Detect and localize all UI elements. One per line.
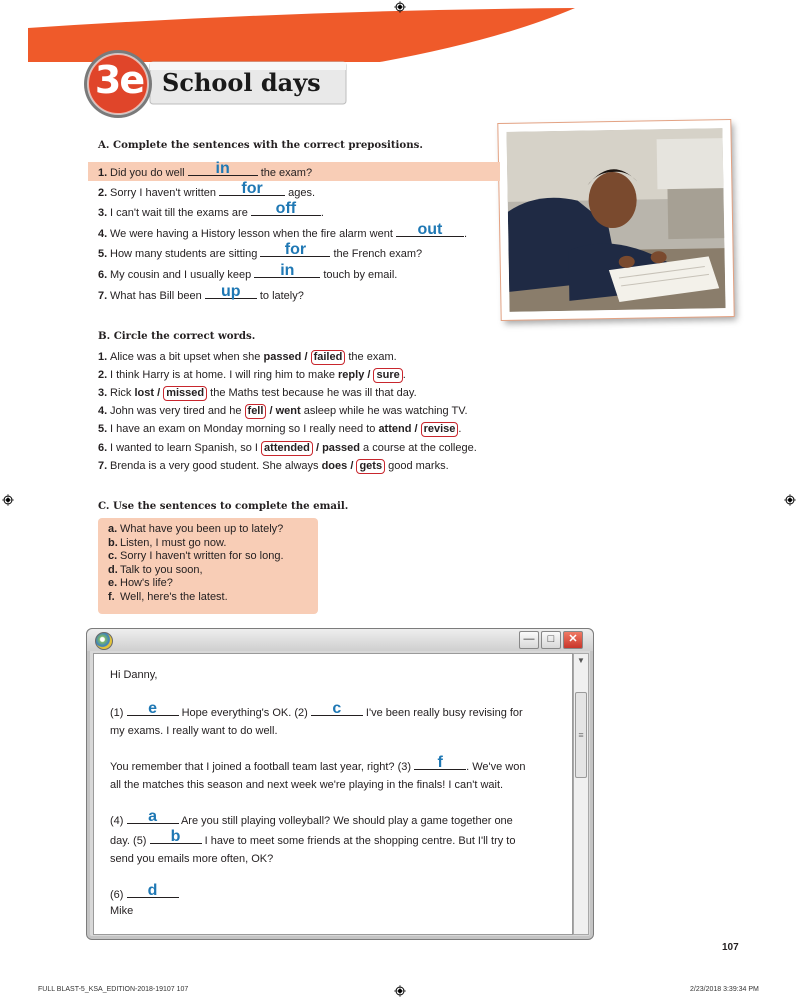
item-text: asleep while he was watching TV. [300,405,468,417]
page-title: School days [162,68,321,97]
gap-2[interactable] [311,700,363,717]
item-text: Alice was a bit upset when she [110,351,264,363]
email-body [93,653,573,935]
section-a-item [98,221,467,241]
sentence-option [108,591,228,603]
option-2[interactable]: sure [373,368,402,383]
email-text: I have to meet some friends at the shopping centre. But I'll try to [204,835,516,847]
answer-blank[interactable] [396,221,464,238]
slash: / [301,351,311,363]
item-number: 6. [98,269,108,281]
option-2[interactable]: failed [311,350,346,365]
email-line [110,808,513,828]
answer-blank[interactable] [205,283,257,300]
option-1[interactable]: attend [378,423,412,435]
item-number: 4. [98,228,108,240]
email-line [110,882,179,902]
sentence-option [108,564,203,576]
item-text: Sorry I haven't written [110,187,220,199]
item-text: I have an exam on Monday morning so I really need to [110,423,379,435]
unit-number: 3e [94,58,144,102]
option-letter: c. [108,550,118,563]
footer-left: FULL BLAST-5_KSA_EDITION-2018-19107 107 [38,986,189,993]
option-1[interactable]: fell [245,404,267,419]
answer-text: up [221,283,241,300]
answer-4: a [148,808,157,825]
gap-3[interactable] [414,754,466,771]
section-a-item [98,180,316,200]
item-text: a course at the college. [359,442,477,454]
answer-6: d [147,882,158,899]
email-line [110,828,516,848]
email-line: send you emails more often, OK? [110,853,274,865]
item-number: 2. [98,187,108,199]
answer-blank[interactable] [188,160,258,177]
option-text: Well, here's the latest. [120,591,228,603]
item-text: What has Bill been [110,290,205,302]
window-titlebar [87,629,593,651]
item-number: 1. [98,351,108,363]
option-text: Talk to you soon, [120,563,203,576]
answer-3: f [437,754,443,771]
option-text: What have you been up to lately? [120,523,284,535]
item-text: I can't wait till the exams are [110,207,251,219]
option-text: How's life? [120,577,173,590]
item-number: 1. [98,167,108,179]
answer-2: c [332,700,342,717]
section-c-title: C. Use the sentences to complete the email. [98,500,349,512]
section-a-item [98,283,304,303]
option-letter: d. [108,563,118,576]
footer-right: 2/23/2018 3:39:34 PM [690,986,759,993]
item-number: 5. [98,423,108,435]
item-number: 2. [98,369,108,381]
item-text: My cousin and I usually keep [110,269,255,281]
item-text: . [463,228,467,240]
answer-1: e [148,700,157,717]
answer-text: in [215,160,230,177]
scroll-up-icon[interactable]: ▼ [577,656,585,665]
email-line [110,754,526,774]
email-text: You remember that I joined a football team last year, right? (3) [110,761,412,773]
registration-mark-icon [2,494,14,506]
option-1[interactable]: passed [263,351,302,363]
option-letter: b. [108,536,118,549]
item-number: 4. [98,405,108,417]
email-window [86,628,594,940]
item-text: Brenda is a very good student. She always [110,460,322,472]
item-text: How many students are sitting [110,248,261,260]
section-a-item [98,262,398,282]
registration-mark-icon [394,985,406,997]
option-text: Listen, I must go now. [120,536,227,549]
minimize-icon[interactable]: — [519,631,539,649]
sentence-option [108,523,283,535]
answer-blank[interactable] [254,262,320,279]
student-photo [498,120,733,320]
sentence-option [108,537,226,549]
answer-blank[interactable] [260,241,330,258]
gap-5[interactable] [150,828,202,845]
slash: / [364,369,374,381]
item-text: to lately? [256,290,304,302]
option-2[interactable]: gets [356,459,385,474]
answer-text: off [275,200,297,217]
sentence-option [108,577,173,589]
item-text: ages. [285,187,316,199]
item-text: John was very tired and he [110,405,245,417]
slash: / [154,387,164,399]
item-number: 5. [98,248,108,260]
maximize-icon[interactable]: □ [541,631,561,649]
option-letter: f. [108,591,115,603]
registration-mark-icon [784,494,796,506]
option-letter: e. [108,577,118,590]
option-1[interactable]: does [321,460,348,472]
item-text: I think Harry is at home. I will ring him to make [110,369,339,381]
registration-mark-icon [394,1,406,13]
gap-1[interactable] [127,700,179,717]
answer-text: out [417,221,443,238]
section-b-item [98,459,449,474]
item-text: I wanted to learn Spanish, so I [110,442,262,454]
item-number: 6. [98,442,108,454]
item-number: 7. [98,290,108,302]
option-1[interactable]: reply [338,369,365,381]
close-icon[interactable]: ✕ [563,631,583,649]
item-text: . [458,423,462,435]
email-text: day. (5) [110,835,147,847]
item-text: the exam? [257,167,313,179]
item-text: Rick [110,387,135,399]
email-text: Are you still playing volleyball? We should play a game together one [180,815,513,827]
item-number: 3. [98,207,108,219]
option-1[interactable]: attended [261,441,313,456]
section-b-item [98,386,417,401]
item-text: touch by email. [320,269,398,281]
section-b-item [98,350,397,365]
item-text: good marks. [385,460,449,472]
item-text: the French exam? [330,248,423,260]
answer-text: for [284,241,307,258]
item-text: We were having a History lesson when the fire alarm went [110,228,396,240]
sentence-options-box [98,518,318,614]
sentence-option [108,550,284,562]
email-text: . We've won [466,761,526,773]
answer-5: b [170,828,181,845]
app-logo-icon [95,632,113,650]
option-text: Sorry I haven't written for so long. [120,550,284,563]
option-2[interactable]: revise [421,422,459,437]
email-line: all the matches this season and next week we're playing in the finals! I can't wait. [110,779,504,791]
scrollbar[interactable] [573,653,589,935]
item-text: . [320,207,324,219]
email-greeting: Hi Danny, [110,669,158,681]
gap-4[interactable] [127,808,179,825]
scroll-thumb[interactable]: ≡ [575,692,587,778]
slash: / [411,423,421,435]
answer-blank[interactable] [251,200,321,217]
gap-number: (1) [110,707,124,719]
answer-text: for [241,180,263,197]
page-number: 107 [722,942,739,953]
section-a-title: A. Complete the sentences with the correct prepositions. [98,139,423,151]
email-text: Hope everything's OK. (2) [181,707,308,719]
item-text: . [402,369,406,381]
section-b-item [98,422,461,437]
item-number: 7. [98,460,108,472]
section-b-title: B. Circle the correct words. [98,330,256,342]
email-text: I've been really busy revising for [365,707,523,719]
email-line [110,700,523,720]
option-1[interactable]: lost [134,387,155,399]
option-letter: a. [108,523,118,535]
slash: / [266,405,276,417]
email-line: my exams. I really want to do well. [110,725,278,737]
email-signature: Mike [110,905,134,917]
slash: / [312,442,323,454]
gap-6[interactable] [127,882,179,899]
section-a-item [98,160,313,180]
section-b-item [98,441,477,456]
option-2[interactable]: missed [163,386,207,401]
answer-blank[interactable] [219,180,285,197]
option-2[interactable]: passed [322,442,360,454]
section-b-item [98,404,468,419]
answer-text: in [280,262,295,279]
section-b-item [98,368,406,383]
gap-number: (6) [110,889,124,901]
gap-number: (4) [110,815,124,827]
slash: / [347,460,357,472]
section-a-item [98,241,423,261]
item-text: the Maths test because he was ill that day. [207,387,417,399]
option-2[interactable]: went [275,405,301,417]
item-text: the exam. [345,351,397,363]
item-number: 3. [98,387,108,399]
section-a-item [98,200,324,220]
item-text: Did you do well [110,167,188,179]
